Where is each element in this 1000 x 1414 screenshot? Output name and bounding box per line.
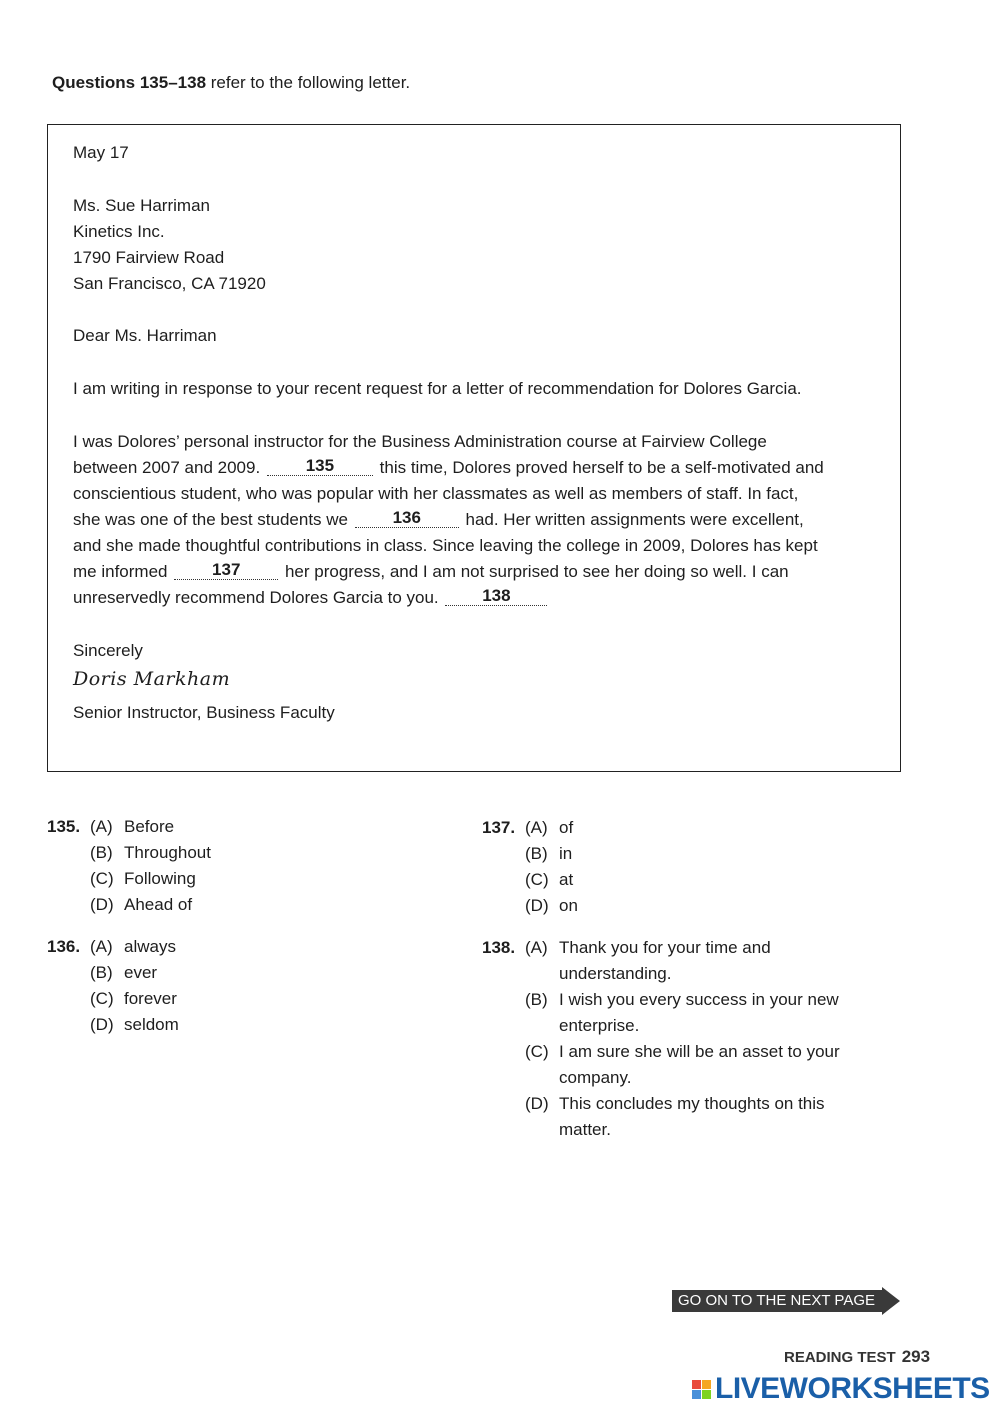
option-text: seldom: [124, 1015, 179, 1034]
option-letter: (D): [90, 895, 114, 914]
address-line-2: Kinetics Inc.: [73, 222, 165, 241]
option-letter: (B): [90, 843, 113, 862]
liveworksheets-logo: [692, 1372, 990, 1406]
section-name: READING TEST: [784, 1349, 896, 1366]
option-137-b[interactable]: [525, 841, 572, 867]
option-text: I am sure she will be an asset to your company.: [559, 1042, 840, 1087]
letter-date: May 17: [73, 143, 129, 162]
option-letter: (D): [525, 896, 549, 915]
option-137-a[interactable]: [525, 815, 573, 841]
option-text: I wish you every success in your new enterprise.: [559, 990, 839, 1035]
logo-square: [702, 1390, 711, 1399]
option-135-c[interactable]: [90, 866, 196, 892]
option-137-c[interactable]: [525, 867, 573, 893]
para2-line-2: [73, 455, 824, 481]
logo-square: [692, 1390, 701, 1399]
option-text: at: [559, 870, 574, 889]
page-footer: [784, 1347, 930, 1367]
option-text: This concludes my thoughts on this matter.: [559, 1094, 825, 1139]
blank-138[interactable]: 138: [445, 587, 547, 606]
page-number: 293: [901, 1347, 931, 1366]
intro-question-range: Questions 135–138: [52, 73, 207, 92]
option-135-d[interactable]: [90, 892, 192, 918]
para2-line-4: [73, 507, 804, 533]
logo-square: [692, 1380, 701, 1389]
para2-line-5: and she made thoughtful contributions in class. Since leaving the college in 2009, Dolores has kept: [73, 536, 818, 555]
option-136-a[interactable]: [90, 934, 176, 960]
blank-136[interactable]: 136: [355, 509, 459, 528]
option-text: Thank you for your time and understanding.: [559, 938, 771, 983]
logo-mark-icon: [692, 1380, 711, 1399]
option-136-d[interactable]: [90, 1012, 179, 1038]
option-text: of: [559, 818, 574, 837]
closing: Sincerely: [73, 641, 143, 660]
option-138-d[interactable]: [525, 1091, 869, 1143]
option-137-d[interactable]: [525, 893, 578, 919]
address-line-3: 1790 Fairview Road: [73, 248, 225, 267]
blank-135[interactable]: 135: [267, 457, 373, 476]
intro-text: refer to the following letter.: [206, 73, 411, 92]
option-138-a[interactable]: [525, 935, 869, 987]
option-letter: (C): [90, 989, 114, 1008]
option-letter: (A): [90, 937, 113, 956]
para2-line-2a: between 2007 and 2009.: [73, 458, 261, 477]
option-letter: (C): [525, 870, 549, 889]
para2-line-7a: unreservedly recommend Dolores Garcia to you.: [73, 588, 439, 607]
logo-text: LIVEWORKSHEETS: [715, 1372, 990, 1405]
option-letter: (B): [525, 990, 548, 1009]
option-text: always: [124, 937, 176, 956]
option-text: Ahead of: [124, 895, 193, 914]
option-text: on: [559, 896, 578, 915]
option-letter: (C): [525, 1042, 549, 1061]
option-letter: (A): [90, 817, 113, 836]
paragraph-1: I am writing in response to your recent request for a letter of recommendation for Dolores Garcia.: [73, 379, 802, 398]
signer-title: Senior Instructor, Business Faculty: [73, 703, 335, 722]
para2-line-6b: her progress, and I am not surprised to see her doing so well. I can: [284, 562, 789, 581]
option-136-b[interactable]: [90, 960, 157, 986]
option-letter: (C): [90, 869, 114, 888]
salutation: Dear Ms. Harriman: [73, 326, 217, 345]
para2-line-4b: had. Her written assignments were excellent,: [465, 510, 804, 529]
address-line-4: San Francisco, CA 71920: [73, 274, 266, 293]
option-letter: (D): [90, 1015, 114, 1034]
option-136-c[interactable]: [90, 986, 177, 1012]
para2-line-2b: this time, Dolores proved herself to be a self-motivated and: [379, 458, 824, 477]
option-letter: (A): [525, 818, 548, 837]
option-text: Following: [124, 869, 196, 888]
option-138-c[interactable]: [525, 1039, 869, 1091]
question-number: 138.: [482, 938, 516, 957]
para2-line-6a: me informed: [73, 562, 168, 581]
option-text: Before: [124, 817, 175, 836]
para2-line-4a: she was one of the best students we: [73, 510, 349, 529]
option-letter: (D): [525, 1094, 549, 1113]
arrow-right-icon: [882, 1287, 900, 1315]
option-text: Throughout: [124, 843, 211, 862]
signature: Doris Markham: [73, 668, 231, 690]
option-letter: (B): [525, 844, 548, 863]
passage-intro: [52, 73, 410, 93]
option-135-a[interactable]: [90, 814, 174, 840]
option-letter: (A): [525, 938, 548, 957]
option-text: ever: [124, 963, 158, 982]
option-138-b[interactable]: [525, 987, 869, 1039]
para2-line-6: [73, 559, 789, 585]
option-letter: (B): [90, 963, 113, 982]
option-135-b[interactable]: [90, 840, 211, 866]
logo-square: [702, 1380, 711, 1389]
para2-line-7: [73, 585, 549, 611]
blank-137[interactable]: 137: [174, 561, 278, 580]
question-number: 136.: [47, 937, 81, 956]
option-text: forever: [124, 989, 177, 1008]
para2-line-1: I was Dolores’ personal instructor for the Business Administration course at Fairview College: [73, 432, 767, 451]
para2-line-3: conscientious student, who was popular with her classmates as well as members of staff. In fact,: [73, 484, 799, 503]
address-line-1: Ms. Sue Harriman: [73, 196, 210, 215]
question-number: 137.: [482, 818, 516, 837]
next-page-banner: GO ON TO THE NEXT PAGE: [672, 1290, 882, 1312]
question-number: 135.: [47, 817, 81, 836]
option-text: in: [559, 844, 573, 863]
